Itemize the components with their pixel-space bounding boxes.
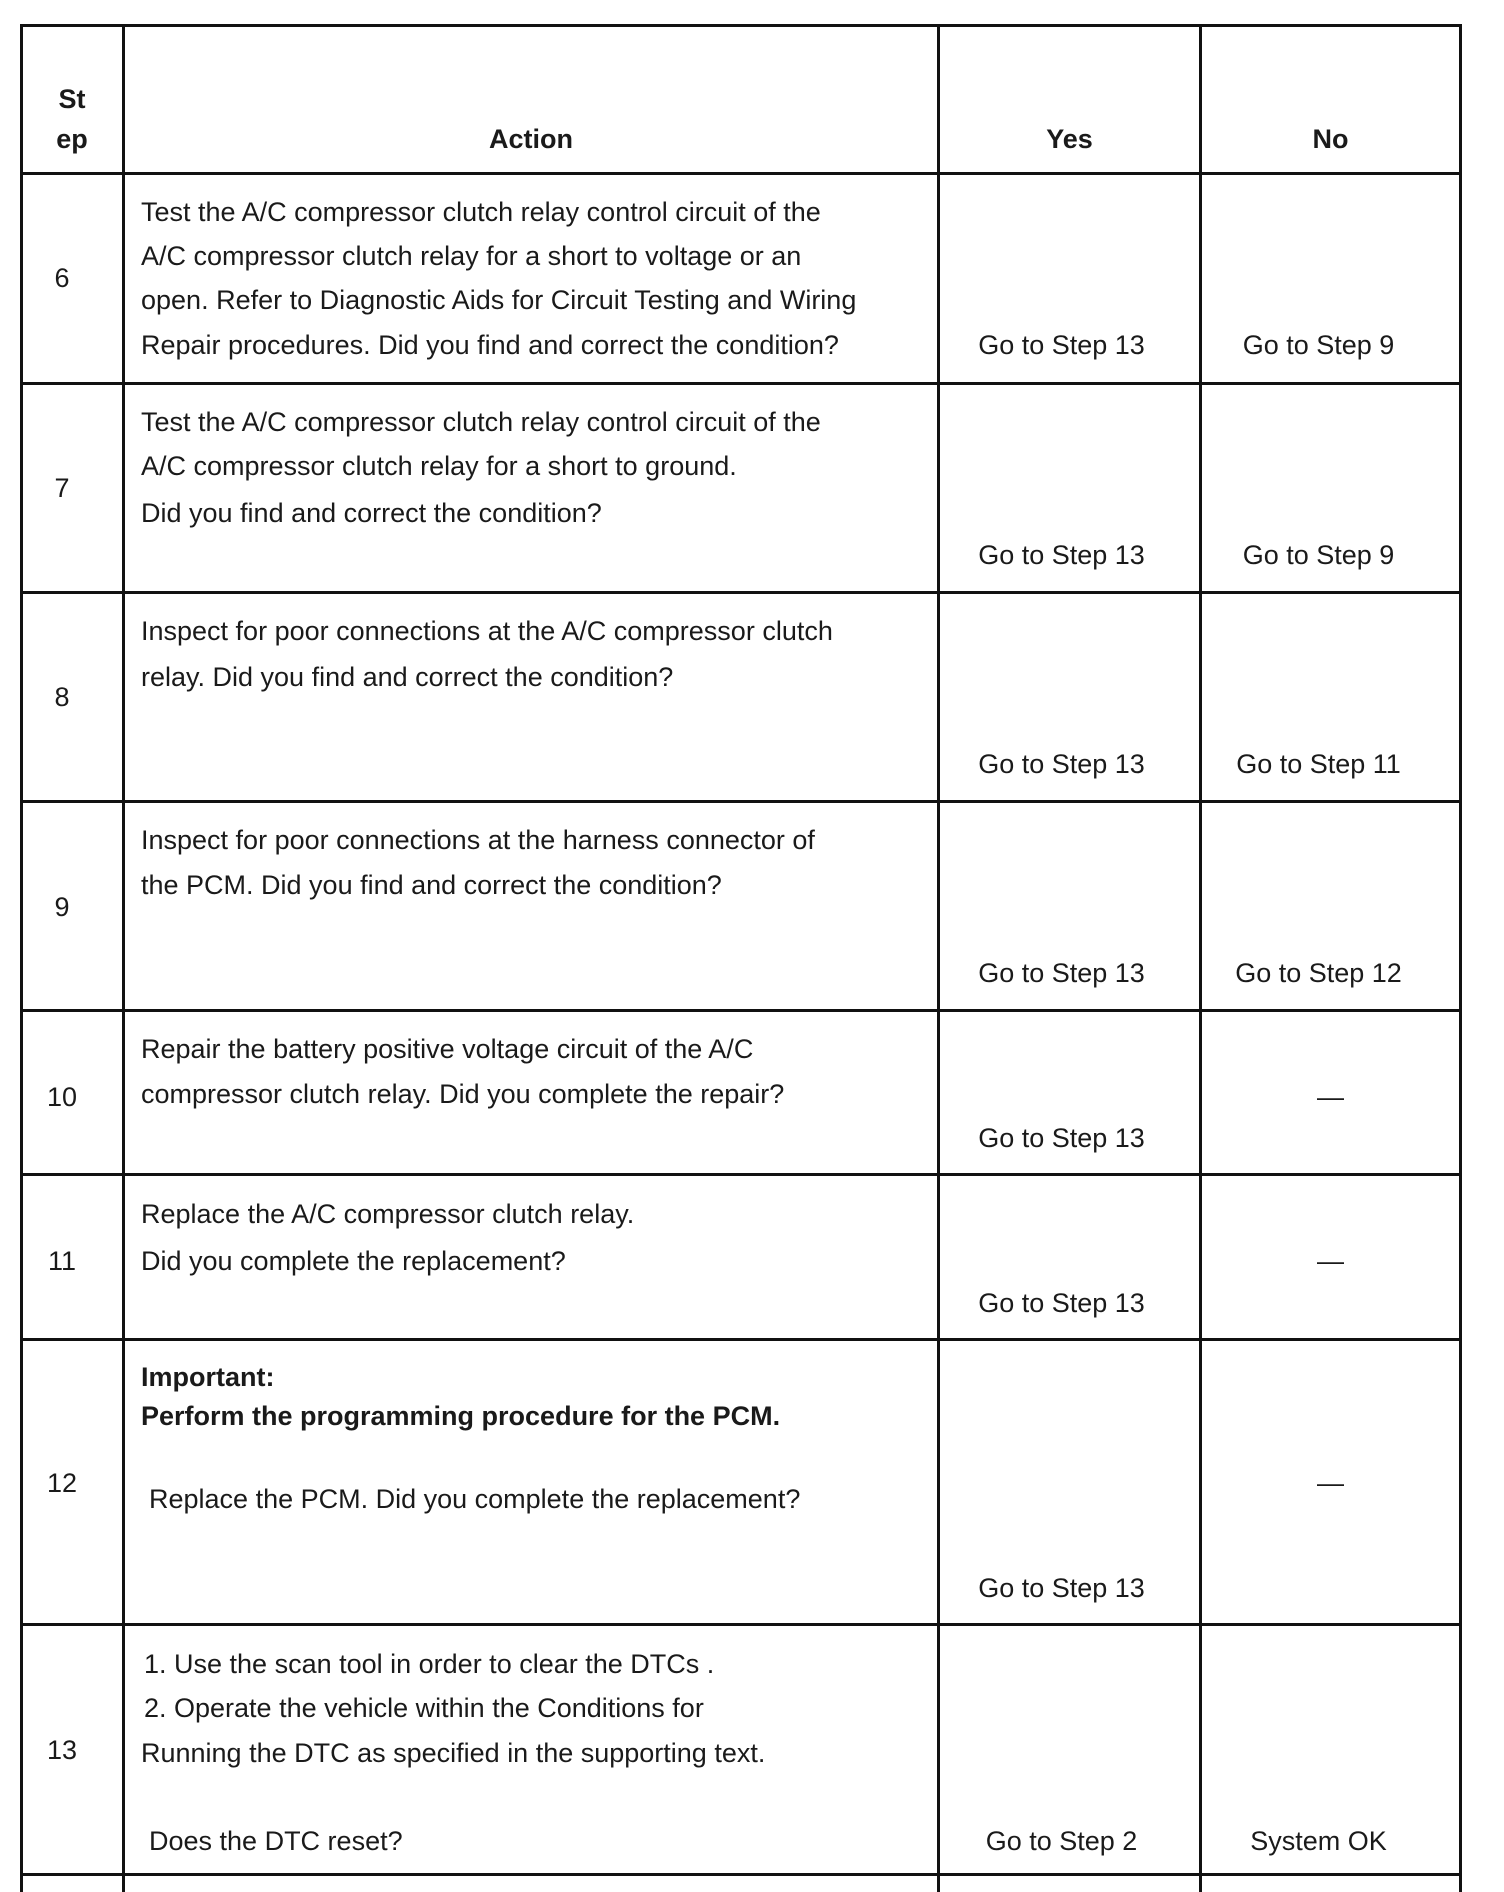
step-number: 6	[54, 263, 70, 293]
important-label: Important:	[141, 1362, 275, 1392]
yes-result: Go to Step 13	[978, 1123, 1145, 1153]
yes-result: Go to Step 13	[978, 958, 1145, 988]
step-number: 13	[46, 1735, 78, 1765]
action-text: Running the DTC as specified in the supporting text.	[141, 1738, 766, 1768]
row-divider	[20, 1873, 1462, 1876]
table-border-right	[1459, 24, 1462, 1892]
row-divider	[20, 800, 1462, 803]
action-text: Repair procedures. Did you find and correct the condition?	[141, 330, 839, 360]
yes-result: Go to Step 13	[978, 540, 1145, 570]
action-text: the PCM. Did you find and correct the condition?	[141, 870, 722, 900]
row-divider	[20, 1009, 1462, 1012]
no-result: —	[1317, 1082, 1344, 1112]
yes-result: Go to Step 13	[978, 1288, 1145, 1318]
step-number: 9	[54, 892, 70, 922]
header-step-line2: ep	[56, 124, 88, 154]
action-text: 1. Use the scan tool in order to clear the DTCs .	[144, 1649, 715, 1679]
no-result: —	[1317, 1468, 1344, 1498]
action-text: Did you complete the replacement?	[141, 1246, 566, 1276]
action-text: Replace the PCM. Did you complete the replacement?	[149, 1484, 801, 1514]
row-divider	[20, 172, 1462, 175]
step-number: 10	[46, 1082, 78, 1112]
step-number: 7	[54, 473, 70, 503]
yes-result: Go to Step 13	[978, 330, 1145, 360]
yes-result: Go to Step 2	[985, 1826, 1138, 1856]
action-text: Test the A/C compressor clutch relay control circuit of the	[141, 197, 821, 227]
step-number: 12	[46, 1468, 78, 1498]
action-text: relay. Did you find and correct the condition?	[141, 662, 674, 692]
table-border-left	[20, 24, 23, 1892]
no-result: Go to Step 11	[1236, 749, 1401, 779]
action-text: Inspect for poor connections at the harness connector of	[141, 825, 815, 855]
action-text: Did you find and correct the condition?	[141, 498, 602, 528]
action-text: 2. Operate the vehicle within the Conditions for	[144, 1693, 704, 1723]
row-divider	[20, 591, 1462, 594]
row-divider	[20, 1173, 1462, 1176]
action-text: Repair the battery positive voltage circuit of the A/C	[141, 1034, 754, 1064]
no-result: Go to Step 9	[1242, 330, 1395, 360]
action-text: A/C compressor clutch relay for a short to voltage or an	[141, 241, 802, 271]
step-number: 11	[47, 1246, 77, 1276]
step-number: 8	[54, 682, 70, 712]
yes-result: Go to Step 13	[978, 1573, 1145, 1603]
row-divider	[20, 1338, 1462, 1341]
column-divider-step	[122, 24, 125, 1892]
action-text: open. Refer to Diagnostic Aids for Circuit Testing and Wiring	[141, 285, 857, 315]
no-result: System OK	[1250, 1826, 1387, 1856]
yes-result: Go to Step 13	[978, 749, 1145, 779]
header-step-line1: St	[58, 84, 86, 114]
action-text: Does the DTC reset?	[149, 1826, 403, 1856]
row-divider	[20, 24, 1462, 27]
action-text: Inspect for poor connections at the A/C compressor clutch	[141, 616, 833, 646]
action-text: Test the A/C compressor clutch relay control circuit of the	[141, 407, 821, 437]
no-result: —	[1317, 1246, 1344, 1276]
action-text: A/C compressor clutch relay for a short to ground.	[141, 451, 737, 481]
header-yes: Yes	[1046, 124, 1093, 154]
action-text: Replace the A/C compressor clutch relay.	[141, 1199, 635, 1229]
header-no: No	[1312, 124, 1349, 154]
no-result: Go to Step 9	[1242, 540, 1395, 570]
row-divider	[20, 382, 1462, 385]
important-text: Perform the programming procedure for the PCM.	[141, 1401, 781, 1431]
row-divider	[20, 1623, 1462, 1626]
header-action: Action	[489, 124, 573, 154]
no-result: Go to Step 12	[1235, 958, 1402, 988]
action-text: compressor clutch relay. Did you complete the repair?	[141, 1079, 785, 1109]
